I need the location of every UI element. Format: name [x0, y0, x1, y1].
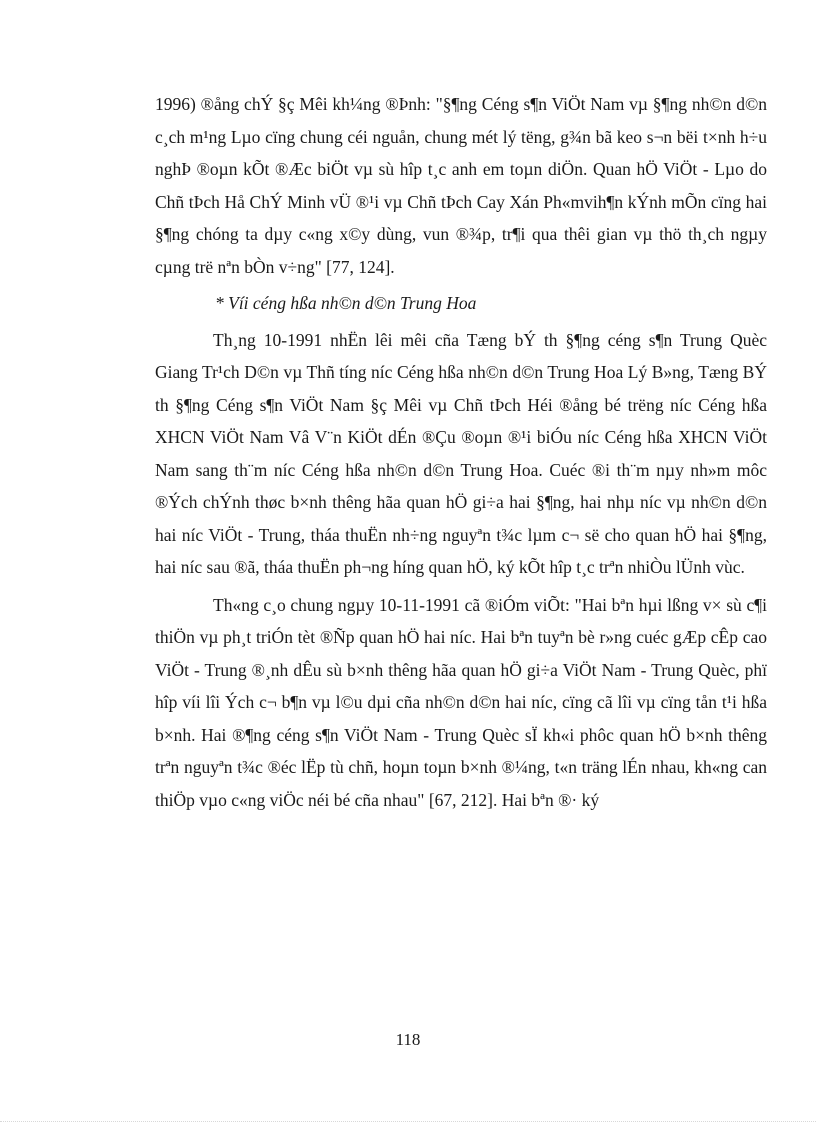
page-bottom-divider	[0, 1121, 816, 1122]
page-number: 118	[395, 1030, 421, 1049]
paragraph-laos-quote: 1996) ®ång chÝ §ç Mêi kh¼ng ®Þnh: "§¶ng Céng s¶n ViÖt Nam vµ §¶ng nh©n d©n c¸ch m¹ng Lµo cïng chung céi nguån, chung mét lý tëng, g¾n bã keo s¬n bëi t×nh h÷u nghÞ ®oµn kÕt ®Æc biÖt vµ sù hîp t¸c anh em toµn diÖn. Quan hÖ ViÖt - Lµo do Chñ tÞch Hå ChÝ Minh vÜ ®¹i vµ Chñ tÞch Cay Xán Ph«mvih¶n kÝnh mÕn cïng hai §¶ng chóng ta dµy c«ng x©y dùng, vun ®¾p, tr¶i qua thêi gian vµ thö th¸ch ngµy cµng trë nªn bÒn v÷ng" [77, 124].	[155, 94, 767, 277]
paragraph-joint-communique: Th«ng c¸o chung ngµy 10-11-1991 cã ®iÓm viÕt: "Hai bªn hµi lßng v× sù c¶i thiÖn vµ ph¸t triÓn tèt ®Ñp quan hÖ hai níc. Hai bªn tuyªn bè r»ng cuéc gÆp cÊp cao ViÖt - Trung ®¸nh dÊu sù b×nh thêng hãa quan hÖ gi÷a ViÖt Nam - Trung Quèc, phï hîp víi lîi Ých c¬ b¶n vµ l©u dµi cña nh©n d©n hai níc, cïng cã lîi vµ cïng tån t¹i hßa b×nh. Hai ®¶ng céng s¶n ViÖt Nam - Trung Quèc sÏ kh«i phôc quan hÖ b×nh thêng trªn nguyªn t¾c ®éc lËp tù chñ, hoµn toµn b×nh ®¼ng, t«n träng lÉn nhau, kh«ng can thiÖp vµo c«ng viÖc néi bé cña nhau" [67, 212]. Hai bªn ®· ký	[155, 594, 767, 810]
page-body	[155, 88, 767, 816]
section-heading-china: * Víi céng hßa nh©n d©n Trung Hoa	[215, 293, 477, 313]
paragraph-china-visit: Th¸ng 10-1991 nhËn lêi mêi cña Tæng bÝ th §¶ng céng s¶n Trung Quèc Giang Tr¹ch D©n vµ Thñ tíng níc Céng hßa nh©n d©n Trung Hoa Lý B»ng, Tæng BÝ th §¶ng Céng s¶n ViÖt Nam §ç Mêi vµ Chñ tÞch Héi ®ång bé trëng níc Céng hßa XHCN ViÖt Nam Vâ V¨n KiÖt dÉn ®Çu ®oµn ®¹i biÓu níc Céng hßa XHCN ViÖt Nam sang th¨m níc Céng hßa nh©n d©n Trung Hoa. Cuéc ®i th¨m nµy nh»m môc ®Ých chÝnh thøc b×nh thêng hãa quan hÖ gi÷a hai §¶ng, hai nhµ níc vµ nh©n d©n hai níc ViÖt - Trung, tháa thuËn nh÷ng nguyªn t¾c lµm c¬ së cho quan hÖ hai §¶ng, hai níc sau ®ã, tháa thuËn ph¬ng híng quan hÖ, ký kÕt hîp t¸c trªn nhiÒu lÜnh vùc.	[155, 329, 767, 577]
